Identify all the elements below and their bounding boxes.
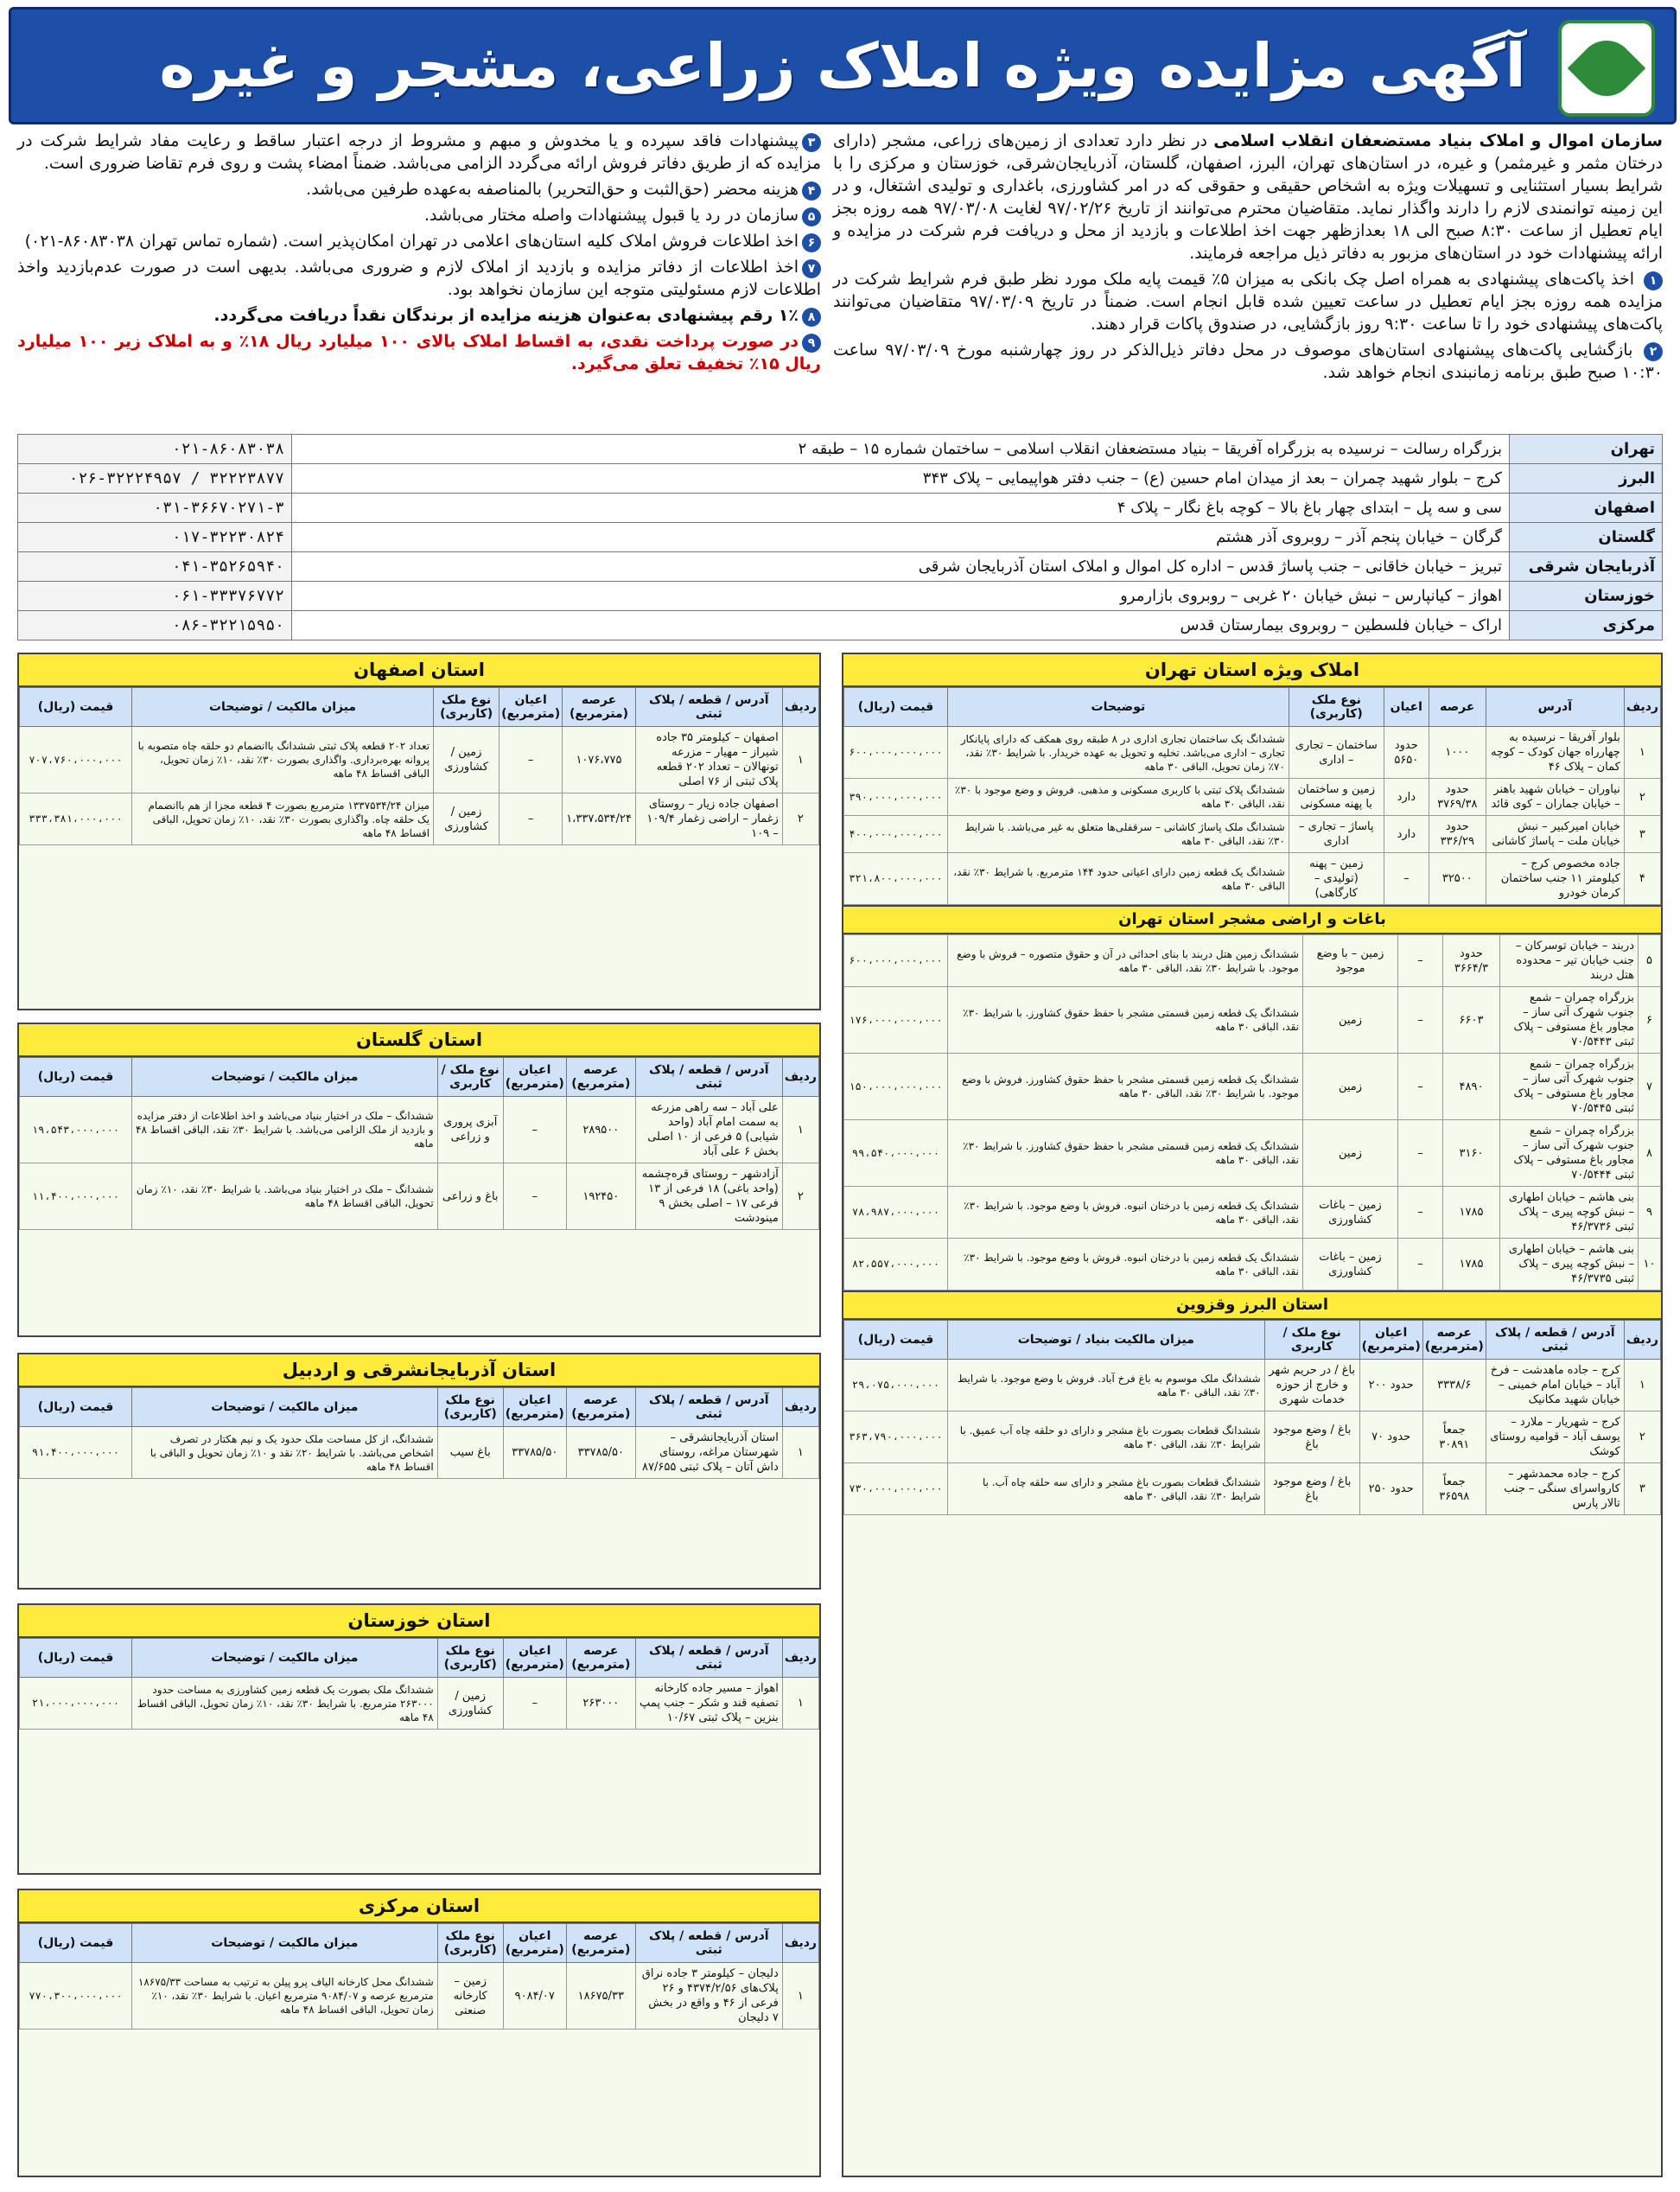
intro-left [17, 130, 821, 379]
office-row [18, 494, 1663, 523]
property-price: ۶۰۰،۰۰۰،۰۰۰،۰۰۰ [844, 727, 948, 779]
table-row [844, 935, 1661, 987]
number-badge: ۸ [802, 308, 821, 327]
property-price: ۷۸،۹۸۷،۰۰۰،۰۰۰ [844, 1187, 948, 1239]
office-phone: ۰۴۱-۳۵۲۶۵۹۴۰ [18, 552, 292, 582]
building-area: حدود ۲۵۰ [1359, 1463, 1422, 1515]
property-description: تعداد ۲۰۲ قطعه پلاک ثبتی ششدانگ باانضمام دو حلقه چاه متصوبه با پروانه بهره‌برداری. واگذاری بصورت ۳۰٪ نقد، ۱۰٪ زمان تحویل، الباقی اقساط ۴۸ ماهه [132, 727, 434, 793]
land-area: جمعاً ۳۰۸۹۱ [1422, 1411, 1486, 1463]
property-description: ششدانگ یک قطعه زمین دارای اعیانی حدود ۱۴۴ مترمربع. با شرایط ۳۰٪ نقد، الباقی ۳۰ ماهه [948, 853, 1289, 905]
panel-title: استان اصفهان [19, 654, 819, 687]
condition-text: ۱٪ رقم پیشنهادی به‌عنوان هزینه مزایده از برندگان نقداً دریافت می‌گردد. [213, 306, 799, 325]
building-area: – [500, 727, 563, 793]
tehran-table [843, 687, 1661, 905]
land-area: حدود ۳۶۶۴/۳ [1443, 935, 1500, 987]
property-price: ۹۹،۵۴۰،۰۰۰،۰۰۰ [844, 1120, 948, 1187]
property-price: ۱۵۰،۰۰۰،۰۰۰،۰۰۰ [844, 1054, 948, 1120]
table-row [20, 1163, 819, 1230]
panel-title: استان مرکزی [19, 1890, 819, 1923]
column-header: قیمت (ریال) [20, 1388, 132, 1427]
column-header: میزان مالکیت / توضیحات [132, 1924, 438, 1963]
property-address: بزرگراه چمران – شمع جنوب شهرک آتی ساز – مجاور باغ مستوفی – پلاک ثبتی ۷۰/۵۴۴۴ [1500, 1120, 1639, 1187]
property-description: ششدانگ ملک پاساژ کاشانی – سرقفلی‌ها متعلق به غیر می‌باشد. با شرایط ۳۰٪ نقد، الباقی ۳۰ ماهه [948, 816, 1289, 853]
column-header: ردیف [782, 1639, 818, 1678]
table-row [844, 779, 1661, 816]
number-badge: ۵ [802, 207, 821, 226]
row-number: ۳ [1624, 816, 1660, 853]
condition-text: اخذ اطلاعات فروش املاک کلیه استان‌های اعلامی در تهران امکان‌پذیر است. (شماره تماس تهران ۸۶۰۸۳۰۳۸-۰۲۱) [24, 232, 799, 251]
property-address: اصفهان جاده زیار – روستای زغمار – اراضی زغمار ۱۰۹/۴ – ۱۰۹ [635, 793, 782, 845]
column-header: نوع ملک (کاربری) [437, 1388, 503, 1427]
property-price: ۴۰۰،۰۰۰،۰۰۰،۰۰۰ [844, 816, 948, 853]
golestan-table [19, 1057, 819, 1230]
column-header: میزان مالکیت / توضیحات [132, 1639, 438, 1678]
column-header: میزان مالکیت بنیاد / توضیحات [948, 1321, 1265, 1360]
offices-table [17, 434, 1663, 640]
office-address: کرج – بلوار شهید چمران – بعد از میدان امام حسین (ع) – جنب دفتر هواپیمایی – پلاک ۳۴۳ [292, 464, 1510, 494]
markazi-panel [17, 1889, 821, 2177]
land-area: ۲۶۳۰۰۰ [566, 1678, 635, 1730]
office-row [18, 435, 1663, 464]
alborz-table [843, 1320, 1661, 1515]
office-province: اصفهان [1510, 494, 1663, 523]
property-price: ۲۹،۰۷۵،۰۰۰،۰۰۰ [844, 1360, 948, 1411]
property-address: استان آذربایجانشرقی – شهرستان مراغه، روستای داش آتان – پلاک ثبتی ۸۷/۶۵۵ [635, 1427, 782, 1479]
azar-panel [17, 1353, 821, 1590]
intro-right [833, 130, 1663, 387]
property-use: زمین [1303, 1054, 1398, 1120]
office-province: گلستان [1510, 523, 1663, 552]
table-row [20, 727, 819, 793]
row-number: ۳ [1624, 1463, 1660, 1515]
office-phone: ۰۲۱-۸۶۰۸۳۰۳۸ [18, 435, 292, 464]
row-number: ۲ [782, 1163, 818, 1230]
column-header: اعیان (مترمربع) [500, 688, 563, 727]
tehran-panel [842, 653, 1663, 2177]
property-use: زمین / کشاورزی [437, 1678, 503, 1730]
building-area: دارد [1384, 779, 1429, 816]
land-area: ۱،۳۳۷،۵۳۴/۲۴ [563, 793, 636, 845]
office-phone: ۰۲۶-۳۲۲۲۴۹۵۷ / ۳۲۲۲۳۸۷۷ [18, 464, 292, 494]
property-description: ششدانگ یک قطعه زمین با درختان انبوه. فروش با وضع موجود. با شرایط ۳۰٪ نقد، الباقی ۳۰ ماهه [948, 1187, 1303, 1239]
column-header: آدرس / قطعه / پلاک ثبتی [635, 688, 782, 727]
building-area: حدود ۵۶۵۰ [1384, 727, 1429, 779]
column-header: قیمت (ریال) [844, 1321, 948, 1360]
property-price: ۱۷۶،۰۰۰،۰۰۰،۰۰۰ [844, 987, 948, 1054]
property-address: بزرگراه چمران – شمع جنوب شهرک آتی ساز – مجاور باغ مستوفی – پلاک ثبتی ۷۰/۵۴۴۵ [1500, 1054, 1639, 1120]
office-address: تبریز – خیابان خاقانی – جنب پاساژ قدس – اداره کل اموال و املاک استان آذربایجان شرقی [292, 552, 1510, 582]
markazi-table [19, 1923, 819, 2030]
building-area: – [1384, 853, 1429, 905]
column-header: اعیان (مترمربع) [503, 1639, 566, 1678]
property-use: باغ / وضع موجود باغ [1264, 1411, 1359, 1463]
office-phone: ۰۶۱-۳۳۳۷۶۷۷۲ [18, 582, 292, 611]
property-use: آبزی پروری و زراعی [437, 1097, 503, 1163]
land-area: جمعاً ۳۶۵۹۸ [1422, 1463, 1486, 1515]
table-row [844, 1054, 1661, 1120]
land-area: ۱۸۶۷۵/۳۳ [566, 1963, 635, 2030]
table-row [844, 816, 1661, 853]
office-row [18, 552, 1663, 582]
land-area: ۳۳۷۸۵/۵۰ [566, 1427, 635, 1479]
row-number: ۱ [782, 1097, 818, 1163]
property-use: زمین / کشاورزی [434, 727, 500, 793]
property-description: ششدانگ قطعات بصورت باغ مشجر و دارای سه حلقه چاه آب. با شرایط ۳۰٪ نقد، الباقی ۳۰ ماهه [948, 1463, 1265, 1515]
column-header: آدرس / قطعه / پلاک ثبتی [635, 1388, 782, 1427]
office-address: اهواز – کیانپارس – نبش خیابان ۲۰ غربی – روبروی بازارمرو [292, 582, 1510, 611]
table-row [844, 1187, 1661, 1239]
number-badge: ۱ [1644, 271, 1663, 290]
table-row [20, 1963, 819, 2030]
property-use: زمین – پهنه (تولیدی – کارگاهی) [1289, 853, 1384, 905]
table-row [844, 727, 1661, 779]
column-header: توضیحات [948, 688, 1289, 727]
column-header: نوع ملک / کاربری [437, 1058, 503, 1097]
column-header: عرصه (مترمربع) [563, 688, 636, 727]
office-province: مرکزی [1510, 611, 1663, 640]
office-address: بزرگراه رسالت – نرسیده به بزرگراه آفریقا – بنیاد مستضعفان انقلاب اسلامی – ساختمان شماره ۱۵ – طبقه ۲ [292, 435, 1510, 464]
property-use: زمین / کشاورزی [434, 793, 500, 845]
building-area: – [503, 1097, 566, 1163]
row-number: ۴ [1624, 853, 1660, 905]
esfahan-table [19, 687, 819, 845]
building-area: – [503, 1163, 566, 1230]
condition-5 [17, 204, 821, 226]
property-price: ۲۱،۰۰۰،۰۰۰،۰۰۰ [20, 1678, 132, 1730]
land-area: حدود ۳۷۶۹/۳۸ [1429, 779, 1486, 816]
property-price: ۷۳۰،۰۰۰،۰۰۰،۰۰۰ [844, 1463, 948, 1515]
property-use: باغ / در حریم شهر و خارج از حوزه خدمات شهری [1264, 1360, 1359, 1411]
condition-3 [17, 130, 821, 175]
column-header: آدرس / قطعه / پلاک ثبتی [635, 1924, 782, 1963]
tehran-gardens-table [843, 934, 1661, 1290]
property-description: ششدانگ محل کارخانه الیاف پرو پیلن به ترتیب به مساحت ۱۸۶۷۵/۳۳ مترمربع عرصه و ۹۰۸۴/۰۷ مترمربع اعیان. با شرایط ۳۰٪ نقد، ۱۰٪ زمان تحویل، الباقی اقساط ۴۸ ماهه [132, 1963, 438, 2030]
property-price: ۷۰۷،۷۶۰،۰۰۰،۰۰۰ [20, 727, 132, 793]
property-description: ششدانگ پلاک ثبتی با کاربری مسکونی و مذهبی. فروش و وضع موجود با ۳۰٪ نقد، الباقی ۳۰ ماهه [948, 779, 1289, 816]
property-price: ۹۱،۴۰۰،۰۰۰،۰۰۰ [20, 1427, 132, 1479]
building-area: ۹۰۸۴/۰۷ [503, 1963, 566, 2030]
condition-9 [17, 330, 821, 375]
building-area: – [1398, 935, 1443, 987]
column-header: ردیف [782, 1058, 818, 1097]
column-header: نوع ملک (کاربری) [437, 1924, 503, 1963]
khuzestan-panel [17, 1603, 821, 1875]
condition-7 [17, 256, 821, 301]
property-address: خیابان امیرکبیر – نبش خیابان ملت – پاساژ کاشانی [1486, 816, 1624, 853]
row-number: ۱۰ [1639, 1239, 1661, 1290]
row-number: ۱ [782, 1427, 818, 1479]
table-row [844, 1239, 1661, 1290]
building-area: دارد [1384, 816, 1429, 853]
condition-text: سازمان در رد یا قبول پیشنهادات واصله مختار می‌باشد. [423, 206, 799, 225]
column-header: قیمت (ریال) [20, 1924, 132, 1963]
condition-6 [17, 230, 821, 252]
row-number: ۹ [1639, 1187, 1661, 1239]
land-area: ۲۸۹۵۰۰ [566, 1097, 635, 1163]
property-price: ۸۲،۵۵۷،۰۰۰،۰۰۰ [844, 1239, 948, 1290]
row-number: ۱ [1624, 1360, 1660, 1411]
column-header: نوع ملک (کاربری) [1289, 688, 1384, 727]
building-area: – [1398, 987, 1443, 1054]
column-header: ردیف [782, 1388, 818, 1427]
land-area: ۱۰۰۰ [1429, 727, 1486, 779]
land-area: ۳۲۵۰۰ [1429, 853, 1486, 905]
property-address: آزادشهر – روستای قره‌چشمه (واحد باغی) ۱۸ فرعی از ۱۳ فرعی ۱۷ – اصلی بخش ۹ مینودشت [635, 1163, 782, 1230]
column-header: قیمت (ریال) [20, 1639, 132, 1678]
column-header: قیمت (ریال) [20, 1058, 132, 1097]
property-description: میزان ۱۳۳۷۵۳۴/۲۴ مترمربع بصورت ۴ قطعه مجزا از هم باانضمام یک حلقه چاه. واگذاری بصورت ۳۰٪ نقد، ۱۰٪ زمان تحویل، الباقی اقساط ۴۸ ماهه [132, 793, 434, 845]
intro-paragraph-3 [833, 339, 1663, 384]
number-badge: ۴ [802, 182, 821, 201]
column-header: نوع ملک (کاربری) [437, 1639, 503, 1678]
panel-subtitle: استان البرز وقزوین [843, 1290, 1661, 1320]
property-use: پاساژ – تجاری – اداری [1289, 816, 1384, 853]
column-header: ردیف [782, 1924, 818, 1963]
column-header: اعیان (مترمربع) [503, 1924, 566, 1963]
office-address: اراک – خیابان فلسطین – روبروی بیمارستان قدس [292, 611, 1510, 640]
property-description: ششدانگ یک قطعه زمین قسمتی مشجر با حفظ حقوق کشاورز. با شرایط ۳۰٪ نقد، الباقی ۳۰ ماهه [948, 987, 1303, 1054]
building-area: – [1398, 1120, 1443, 1187]
table-row [844, 1360, 1661, 1411]
column-header: ردیف [782, 688, 818, 727]
property-price: ۱۱،۴۰۰،۰۰۰،۰۰۰ [20, 1163, 132, 1230]
table-row [20, 1097, 819, 1163]
number-badge: ۶ [802, 233, 821, 252]
building-area: – [500, 793, 563, 845]
column-header: آدرس / قطعه / پلاک ثبتی [1486, 1321, 1624, 1360]
building-area: – [1398, 1239, 1443, 1290]
land-area: ۱۷۸۵ [1443, 1239, 1500, 1290]
column-header: قیمت (ریال) [844, 688, 948, 727]
property-use: باغ / وضع موجود باغ [1264, 1463, 1359, 1515]
property-address: کرج – شهریار – ملارد – یوسف آباد – قوامیه روستای کوشک [1486, 1411, 1624, 1463]
column-header: ردیف [1624, 1321, 1660, 1360]
column-header: میزان مالکیت / توضیحات [132, 1058, 438, 1097]
column-header: عرصه (مترمربع) [1422, 1321, 1486, 1360]
property-address: نیاوران – خیابان شهید باهنر – خیابان جماران – کوی قائد [1486, 779, 1624, 816]
property-description: ششدانگ یک قطعه زمین قسمتی مشجر با حفظ حقوق کشاورز. با شرایط ۳۰٪ نقد، الباقی ۳۰ ماهه [948, 1120, 1303, 1187]
row-number: ۲ [1624, 1411, 1660, 1463]
office-phone: ۰۱۷-۳۲۲۳۰۸۲۴ [18, 523, 292, 552]
column-header: عرصه [1429, 688, 1486, 727]
property-use: باغ سیب [437, 1427, 503, 1479]
property-address: بزرگراه چمران – شمع جنوب شهرک آتی ساز – مجاور باغ مستوفی – پلاک ثبتی ۷۰/۵۴۴۳ [1500, 987, 1639, 1054]
azar-table [19, 1387, 819, 1479]
column-header: آدرس / قطعه / پلاک ثبتی [635, 1639, 782, 1678]
row-number: ۶ [1639, 987, 1661, 1054]
property-price: ۷۷۰،۳۰۰،۰۰۰،۰۰۰ [20, 1963, 132, 2030]
column-header: میزان مالکیت / توضیحات [132, 688, 434, 727]
land-area: ۶۶۰۳ [1443, 987, 1500, 1054]
property-use: زمین – با وضع موجود [1303, 935, 1398, 987]
property-address: بنی هاشم – خیابان اطهاری – نبش کوچه پیری – پلاک ثبتی ۴۶/۳۷۳۶ [1500, 1187, 1639, 1239]
property-description: ششدانگ یک ساختمان تجاری اداری در ۸ طبقه روی همکف که دارای پایانکار تجاری – اداری می‌باشد. تخلیه و تحویل به عهده خریدار. با شرایط ۳۰٪ نقد، ۷۰٪ زمان تحویل، الباقی ۳۰ ماهه [948, 727, 1289, 779]
property-description: ششدانگ یک قطعه زمین قسمتی مشجر با حفظ حقوق کشاورز. فروش با وضع موجود. با شرایط ۳۰٪ نقد، الباقی ۳۰ ماهه [948, 1054, 1303, 1120]
column-header: اعیان (مترمربع) [503, 1058, 566, 1097]
property-description: ششدانگ ملک بصورت یک قطعه زمین کشاورزی به مساحت حدود ۲۶۳۰۰۰ مترمربع. با شرایط ۳۰٪ نقد، ۱۰٪ زمان تحویل، الباقی اقساط ۴۸ ماهه [132, 1678, 438, 1730]
property-use: زمین [1303, 1120, 1398, 1187]
property-description: ششدانگ قطعات بصورت باغ مشجر و دارای دو حلقه چاه آب عمیق. با شرایط ۳۰٪ نقد، الباقی ۳۰ ماهه [948, 1411, 1265, 1463]
property-use: زمین – باغات کشاورزی [1303, 1239, 1398, 1290]
panel-subtitle: باغات و اراضی مشجر استان تهران [843, 905, 1661, 934]
column-header: میزان مالکیت / توضیحات [132, 1388, 438, 1427]
office-phone: ۰۸۶-۳۲۲۱۵۹۵۰ [18, 611, 292, 640]
table-row [844, 1120, 1661, 1187]
condition-text: پیشنهادات فاقد سپرده و یا مخدوش و مبهم و مشروط از درجه اعتبار ساقط و رعایت مفاد شرایط شرکت در مزایده که از طریق دفاتر فروش ارائه می‌گردد الزامی می‌باشد. ضمناً امضاء پشت و روی فرم تقاضا ضروری است. [17, 131, 821, 173]
land-area: ۱۷۸۵ [1443, 1187, 1500, 1239]
property-use: زمین – کارخانه صنعتی [437, 1963, 503, 2030]
property-use: ساختمان – تجاری – اداری [1289, 727, 1384, 779]
row-number: ۵ [1639, 935, 1661, 987]
column-header: عرصه (مترمربع) [566, 1924, 635, 1963]
intro-paragraph-1 [833, 130, 1663, 264]
intro-paragraph-2 [833, 268, 1663, 335]
property-address: بلوار آفریقا – نرسیده به چهارراه جهان کودک – کوچه کمان – پلاک ۴۶ [1486, 727, 1624, 779]
column-header: قیمت (ریال) [20, 688, 132, 727]
panel-title: استان خوزستان [19, 1605, 819, 1638]
office-row [18, 523, 1663, 552]
column-header: ردیف [1624, 688, 1660, 727]
row-number: ۲ [782, 793, 818, 845]
property-description: ششدانگ ملک موسوم به باغ فرخ آباد. فروش با وضع موجود. با شرایط ۳۰٪ نقد، الباقی ۳۰ ماهه [948, 1360, 1265, 1411]
row-number: ۲ [1624, 779, 1660, 816]
row-number: ۸ [1639, 1120, 1661, 1187]
land-area: حدود ۳۳۶/۲۹ [1429, 816, 1486, 853]
property-price: ۶۰۰،۰۰۰،۰۰۰،۰۰۰ [844, 935, 948, 987]
building-area: – [503, 1678, 566, 1730]
property-price: ۳۳۳،۳۸۱،۰۰۰،۰۰۰ [20, 793, 132, 845]
property-use: زمین و ساختمان با پهنه مسکونی [1289, 779, 1384, 816]
property-description: ششدانگ – ملک در اختیار بنیاد می‌باشد و اخذ اطلاعات از دفتر مزایده و بازدید از ملک الزامی می‌باشد. با شرایط ۳۰٪ نقد، الباقی اقساط ۴۸ ماهه [132, 1097, 438, 1163]
panel-title: استان گلستان [19, 1024, 819, 1057]
header-banner [9, 7, 1677, 124]
office-row [18, 464, 1663, 494]
property-address: بنی هاشم – خیابان اطهاری – نبش کوچه پیری – پلاک ثبتی ۴۶/۳۷۳۵ [1500, 1239, 1639, 1290]
golestan-panel [17, 1023, 821, 1337]
property-address: دربند – خیابان توسرکان – جنب خیابان تیر – محدوده هتل دربند [1500, 935, 1639, 987]
table-row [20, 793, 819, 845]
column-header: عرصه (مترمربع) [566, 1639, 635, 1678]
office-address: گرگان – خیابان پنجم آذر – روبروی آذر هشتم [292, 523, 1510, 552]
property-address: دلیجان – کیلومتر ۳ جاده نراق پلاک‌های ۴۳۷۴/۲/۵۶ و ۲۶ فرعی از ۴۶ و واقع در بخش ۷ دلیجان [635, 1963, 782, 2030]
land-area: ۳۳۳۸/۶ [1422, 1360, 1486, 1411]
land-area: ۱۹۲۴۵۰ [566, 1163, 635, 1230]
property-price: ۳۶۳،۷۹۰،۰۰۰،۰۰۰ [844, 1411, 948, 1463]
khuzestan-table [19, 1638, 819, 1730]
table-row [844, 1463, 1661, 1515]
column-header: نوع ملک (کاربری) [434, 688, 500, 727]
property-address: کرج – جاده محمدشهر – کارواسرای سنگی – جنب تالار پارس [1486, 1463, 1624, 1515]
column-header: آدرس [1486, 688, 1624, 727]
property-address: جاده مخصوص کرج – کیلومتر ۱۱ جنب ساختمان کرمان خودرو [1486, 853, 1624, 905]
building-area: حدود ۷۰ [1359, 1411, 1422, 1463]
property-description: ششدانگ یک قطعه زمین با درختان انبوه. فروش با وضع موجود. با شرایط ۳۰٪ نقد، الباقی ۳۰ ماهه [948, 1239, 1303, 1290]
number-badge: ۲ [1644, 342, 1663, 361]
esfahan-panel [17, 653, 821, 1010]
intro-text-3: بازگشایی پاکت‌های پیشنهادی استان‌های موصوف در محل دفاتر ذیل‌الذکر در روز چهارشنبه مورخ ۹۷/۰۳/۰۹ ساعت ۱۰:۳۰ صبح طبق برنامه زمانبندی انجام خواهد شد. [833, 341, 1663, 382]
office-province: آذربایجان شرقی [1510, 552, 1663, 582]
panel-title: املاک ویژه استان تهران [843, 654, 1661, 687]
property-address: اهواز – مسیر جاده کارخانه تصفیه قند و شکر – جنب پمپ بنزین – پلاک ثبتی ۱۰/۶۷ [635, 1678, 782, 1730]
row-number: ۷ [1639, 1054, 1661, 1120]
building-area: – [1398, 1054, 1443, 1120]
row-number: ۱ [782, 1963, 818, 2030]
property-use: زمین [1303, 987, 1398, 1054]
office-row [18, 611, 1663, 640]
property-price: ۳۹۰،۰۰۰،۰۰۰،۰۰۰ [844, 779, 948, 816]
office-row [18, 582, 1663, 611]
row-number: ۱ [782, 1678, 818, 1730]
column-header: اعیان (مترمربع) [503, 1388, 566, 1427]
property-address: علی آباد – سه راهی مزرعه به سمت امام آباد (واحد شیابی) ۵ فرعی از ۱۰ اصلی بخش ۶ علی آباد [635, 1097, 782, 1163]
property-price: ۱۹،۵۴۳،۰۰۰،۰۰۰ [20, 1097, 132, 1163]
column-header: عرصه (مترمربع) [566, 1388, 635, 1427]
table-row [20, 1678, 819, 1730]
office-phone: ۰۳۱-۳۶۶۷۰۲۷۱-۳ [18, 494, 292, 523]
table-row [844, 1411, 1661, 1463]
row-number: ۱ [782, 727, 818, 793]
office-province: تهران [1510, 435, 1663, 464]
condition-8 [17, 304, 821, 327]
column-header: آدرس / قطعه / پلاک ثبتی [635, 1058, 782, 1097]
property-address: کرج – جاده ماهدشت – فرخ آباد – خیابان امام خمینی – خیابان شهید مکانیک [1486, 1360, 1624, 1411]
office-address: سی و سه پل – ابتدای چهار باغ بالا – کوچه باغ نگار – پلاک ۴ [292, 494, 1510, 523]
table-row [20, 1427, 819, 1479]
column-header: عرصه (مترمربع) [566, 1058, 635, 1097]
intro-text-1: در نظر دارد تعدادی از زمین‌های زراعی، مشجر (دارای درختان مثمر و غیرمثمر) و غیره، در استان‌های تهران، البرز، اصفهان، گلستان، آذربایجان‌شرقی، خوزستان و مرکزی را با شرایط بسیار استثنایی و تسهیلات ویژه به اشخاص حقیقی و حقوقی که در امر کشاورزی، باغداری و تولیدی اشتغال، و در این زمینه توانمندی لازم را دارند واگذار نماید. متقاضیان محترم می‌توانند از تاریخ ۹۷/۰۲/۲۶ لغایت ۹۷/۰۳/۰۸ همه روزه بجز ایام تعطیل از ساعت ۸:۳۰ صبح الی ۱۸ بعدازظهر جهت اخذ اطلاعات و بازدید از محل و دریافت فرم شرکت در مزایده و ارائه پیشنهادات خود در استان‌های مزبور به دفاتر ذیل مراجعه فرمایند. [833, 131, 1664, 263]
property-price: ۳۲۱،۸۰۰،۰۰۰،۰۰۰ [844, 853, 948, 905]
condition-text: در صورت پرداخت نقدی، به اقساط املاک بالای ۱۰۰ میلیارد ریال ۱۸٪ و به املاک زیر ۱۰۰ میلیارد ریال ۱۵٪ تخفیف تعلق می‌گیرد. [17, 332, 821, 373]
condition-text: اخذ اطلاعات از دفاتر مزایده و بازدید از املاک لازم و ضروری می‌باشد. بدیهی است در صورت عدم‌بازدید واخذ اطلاعات لازم مسئولیتی متوجه این سازمان نخواهد بود. [17, 258, 821, 299]
table-row [844, 987, 1661, 1054]
office-province: البرز [1510, 464, 1663, 494]
property-description: ششدانگ زمین هتل دربند با بنای احداثی در آن و حقوق متصوره – فروش با وضع موجود. با شرایط ۳۰٪ نقد، الباقی ۳۰ ماهه [948, 935, 1303, 987]
organization-name: سازمان اموال و املاک بنیاد مستضعفان انقلاب اسلامی [1213, 131, 1663, 150]
land-area: ۱۰۷۶،۷۷۵ [563, 727, 636, 793]
number-badge: ۳ [802, 133, 821, 152]
building-area: – [1398, 1187, 1443, 1239]
column-header: اعیان [1384, 688, 1429, 727]
number-badge: ۹ [802, 334, 821, 353]
number-badge: ۷ [802, 259, 821, 278]
land-area: ۳۱۶۰ [1443, 1120, 1500, 1187]
condition-4 [17, 178, 821, 201]
row-number: ۱ [1624, 727, 1660, 779]
property-use: باغ و زراعی [437, 1163, 503, 1230]
building-area: حدود ۲۰۰ [1359, 1360, 1422, 1411]
land-area: ۴۸۹۰ [1443, 1054, 1500, 1120]
column-header: اعیان (مترمربع) [1359, 1321, 1422, 1360]
property-description: ششدانگ، از کل مساحت ملک حدود یک و نیم هکتار در تصرف اشخاص می‌باشد. با شرایط ۲۰٪ نقد و ۱۰٪ زمان تحویل و الباقی با اقساط ۴۸ ماهه [132, 1427, 438, 1479]
property-description: ششدانگ – ملک در اختیار بنیاد می‌باشد. با شرایط ۳۰٪ نقد، ۱۰٪ زمان تحویل، الباقی اقساط ۴۸ ماهه [132, 1163, 438, 1230]
office-province: خوزستان [1510, 582, 1663, 611]
foundation-leaf-logo-icon [1558, 20, 1655, 117]
intro-text-2: اخذ پاکت‌های پیشنهادی به همراه اصل چک بانکی به میزان ۵٪ قیمت پایه ملک مورد نظر طبق فرم شرایط شرکت در مزایده همه روزه بجز ایام تعطیل در ساعت تعیین شده قابل انجام است. ضمناً در تاریخ ۹۷/۰۳/۰۹ متقاضیان می‌توانند پاکت‌های پیشنهادی خود را تا ساعت ۹:۳۰ روز بازگشایی، در صندوق پاکات قرار دهند. [833, 270, 1663, 334]
page-title: آگهی مزایده ویژه املاک زراعی، مشجر و غیره [159, 30, 1526, 101]
property-address: اصفهان – کیلومتر ۳۵ جاده شیراز – مهیار – مزرعه تونهالان – تعداد ۲۰۲ قطعه پلاک ثبتی از ۷۶ اصلی [635, 727, 782, 793]
column-header: نوع ملک / کاربری [1264, 1321, 1359, 1360]
table-row [844, 853, 1661, 905]
building-area: ۳۳۷۸۵/۵۰ [503, 1427, 566, 1479]
condition-text: هزینه محضر (حق‌الثبت و حق‌التحریر) بالمناصفه به‌عهده طرفین می‌باشد. [306, 180, 799, 199]
panel-title: استان آذربایجانشرقی و اردبیل [19, 1354, 819, 1387]
property-use: زمین – باغات کشاورزی [1303, 1187, 1398, 1239]
